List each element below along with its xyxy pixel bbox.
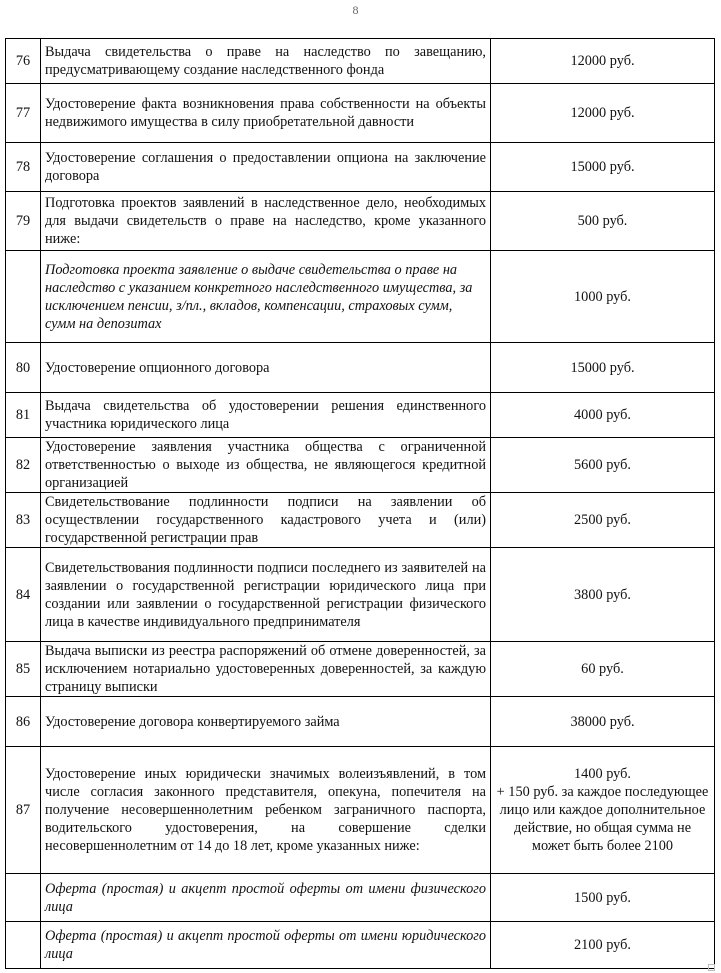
table-row [6, 84, 715, 143]
service-description: Оферта (простая) и акцепт простой оферты от имени юридического лица [41, 922, 491, 969]
table-row [6, 393, 715, 438]
row-number: 87 [6, 747, 41, 874]
service-price [491, 143, 715, 192]
price-amount: 12000 руб. [570, 53, 635, 69]
price-amount: 4000 руб. [574, 407, 631, 423]
table-row [6, 548, 715, 642]
row-number: 85 [6, 642, 41, 697]
row-number: 82 [6, 438, 41, 493]
row-number: 79 [6, 192, 41, 251]
table-row [6, 493, 715, 548]
service-price [491, 192, 715, 251]
table-row [6, 747, 715, 874]
price-amount: 2100 руб. [574, 937, 631, 953]
price-amount: 500 руб. [577, 213, 628, 229]
service-description: Удостоверение договора конвертируемого займа [41, 697, 491, 747]
service-description: Оферта (простая) и акцепт простой оферты от имени физического лица [41, 874, 491, 922]
service-price [491, 697, 715, 747]
price-amount: 3800 руб. [574, 586, 631, 603]
service-price [491, 493, 715, 548]
table-row [6, 343, 715, 393]
table-row [6, 192, 715, 251]
service-description: Подготовка проекта заявление о выдаче свидетельства о праве на наследство с указанием конкретного наследственного имущества, за исключением пенсии, з/пл., вкладов, компенсации, страховых сумм, сумм на депозитах [41, 251, 491, 343]
service-price [491, 874, 715, 922]
price-amount: 60 руб. [581, 661, 624, 677]
row-number: 80 [6, 343, 41, 393]
service-price [491, 84, 715, 143]
service-description: Удостоверение факта возникновения права собственности на объекты недвижимого имущества в силу приобретательной давности [41, 84, 491, 143]
price-amount: 15000 руб. [570, 159, 635, 175]
service-price [491, 251, 715, 343]
price-amount: 1400 руб. [574, 766, 631, 782]
table-row [6, 438, 715, 493]
service-price [491, 747, 715, 874]
service-price [491, 393, 715, 438]
service-description: Удостоверение иных юридически значимых волеизъявлений, в том числе согласия законного представителя, опекуна, попечителя на получение несовершеннолетним ребенком заграничного паспорта, водительского удостоверения, на совершение сделки несовершеннолетним от 14 до 18 лет, кроме указанных ниже: [41, 747, 491, 874]
price-amount: 1500 руб. [574, 889, 631, 906]
service-description: Удостоверение заявления участника общества с ограниченной ответственностью о выходе из общества, не являющегося кредитной организацией [41, 438, 491, 493]
row-number: 78 [6, 143, 41, 192]
service-description: Удостоверение опционного договора [41, 343, 491, 393]
page-number: 8 [352, 3, 359, 17]
service-description: Подготовка проектов заявлений в наследственное дело, необходимых для выдачи свидетельств о праве на наследство, кроме указанного ниже: [41, 192, 491, 251]
service-price [491, 922, 715, 969]
row-number [6, 874, 41, 922]
service-description: Выдача свидетельства о праве на наследство по завещанию, предусматривающему создание наследственного фонда [41, 39, 491, 84]
service-description: Выдача выписки из реестра распоряжений об отмене доверенностей, за исключением нотариально удостоверенных доверенностей, за каждую страницу выписки [41, 642, 491, 697]
price-amount: 12000 руб. [570, 105, 635, 121]
price-amount: 1000 руб. [574, 288, 631, 305]
table-row [6, 143, 715, 192]
row-number: 83 [6, 493, 41, 548]
service-description: Удостоверение соглашения о предоставлении опциона на заключение договора [41, 143, 491, 192]
service-price [491, 343, 715, 393]
row-number: 84 [6, 548, 41, 642]
page-corner-mark [708, 964, 715, 971]
table-row [6, 697, 715, 747]
row-number: 77 [6, 84, 41, 143]
service-price [491, 548, 715, 642]
row-number: 76 [6, 39, 41, 84]
table-row [6, 922, 715, 969]
row-number: 86 [6, 697, 41, 747]
row-number [6, 251, 41, 343]
price-amount: 38000 руб. [570, 713, 635, 730]
service-description: Свидетельствование подлинности подписи на заявлении об осуществлении государственного кадастрового учета и (или) государственной регистрации прав [41, 493, 491, 548]
service-price [491, 39, 715, 84]
table-row [6, 251, 715, 343]
table-row [6, 39, 715, 84]
price-note: + 150 руб. за каждое последующее лицо или каждое дополнительное действие, но общая сумма не может быть более 2100 [496, 784, 709, 854]
table-row [6, 642, 715, 697]
price-amount: 15000 руб. [570, 359, 635, 376]
table-row [6, 874, 715, 922]
row-number [6, 922, 41, 969]
service-price [491, 642, 715, 697]
service-description: Свидетельствования подлинности подписи последнего из заявителей на заявлении о государственной регистрации юридического лица при создании или заявлении о государственной регистрации физического лица в качестве индивидуального предпринимателя [41, 548, 491, 642]
row-number: 81 [6, 393, 41, 438]
service-description: Выдача свидетельства об удостоверении решения единственного участника юридического лица [41, 393, 491, 438]
price-amount: 5600 руб. [574, 457, 631, 473]
price-amount: 2500 руб. [574, 512, 631, 528]
service-price [491, 438, 715, 493]
notary-fee-table [5, 38, 715, 969]
